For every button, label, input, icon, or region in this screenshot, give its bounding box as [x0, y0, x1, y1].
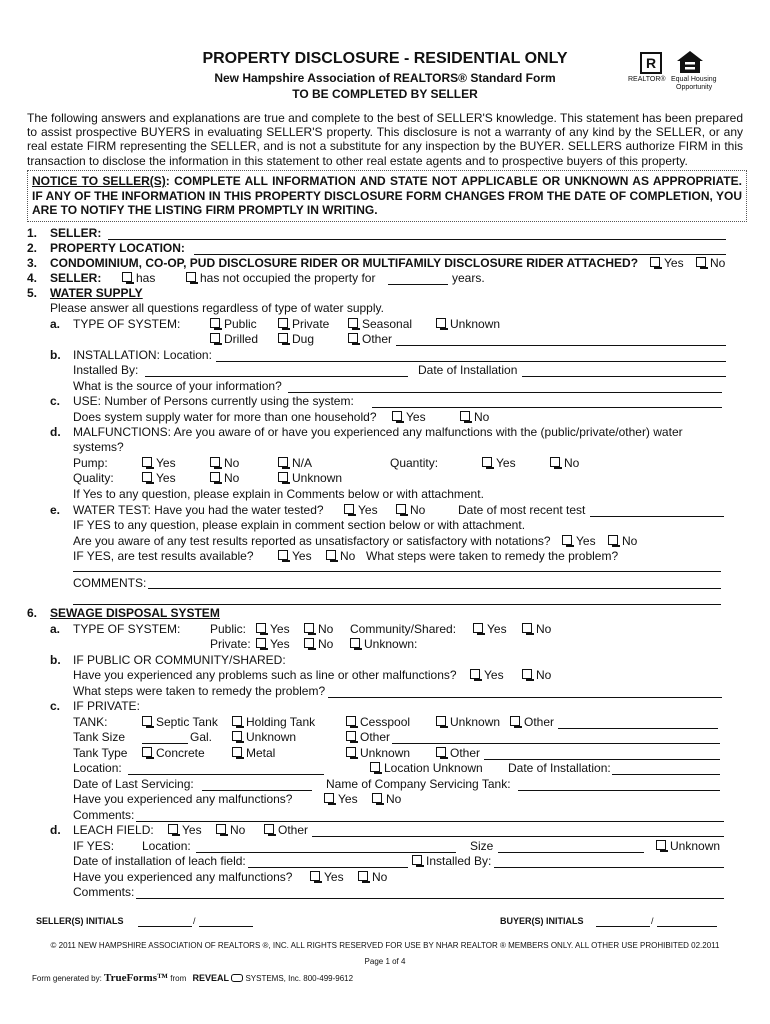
last-service-label: Date of Last Servicing:	[73, 777, 194, 791]
tank-install-date-label: Date of Installation:	[508, 761, 611, 775]
quantity-yes-checkbox[interactable]: Yes	[482, 456, 516, 470]
quality-no-checkbox[interactable]: No	[210, 471, 239, 485]
if-yes-comment-note: IF YES to any question, please explain in comment section below or with attachment.	[73, 518, 526, 532]
seller-label: SELLER:	[50, 226, 102, 240]
leach-comments-field[interactable]	[136, 898, 724, 899]
item-number: 6.	[27, 606, 38, 620]
if-private-label: IF PRIVATE:	[73, 699, 140, 713]
generated-by	[32, 972, 353, 984]
remedy-label: What steps were taken to remedy the problem?	[366, 549, 619, 563]
water-test-yes-checkbox[interactable]: Yes	[344, 503, 378, 517]
sewage-private-label: Private:	[210, 637, 251, 651]
tank-size-unknown-checkbox[interactable]: Unknown	[232, 730, 296, 744]
tank-malfunctions-label: Have you experienced any malfunctions?	[73, 792, 293, 806]
location-unknown-checkbox[interactable]: Location Unknown	[370, 761, 483, 775]
sub-letter: a.	[50, 317, 61, 331]
tank-comments-field[interactable]	[136, 821, 724, 822]
water-seasonal-checkbox[interactable]: Seasonal	[348, 317, 412, 331]
source-label: What is the source of your information?	[73, 379, 282, 393]
has-checkbox[interactable]: has	[122, 271, 155, 285]
notice-label: NOTICE TO SELLER(S)	[32, 174, 166, 188]
realtor-logo-icon	[640, 52, 662, 74]
notations-yes-checkbox[interactable]: Yes	[562, 534, 596, 548]
form-instruction: TO BE COMPLETED BY SELLER	[292, 87, 478, 101]
water-comments-field[interactable]	[148, 588, 721, 589]
pump-label: Pump:	[73, 456, 108, 470]
realtor-caption: REALTOR®	[628, 76, 666, 83]
item-number: 5.	[27, 286, 38, 300]
reveal-swirl-icon	[231, 974, 243, 982]
water-comments-field-2[interactable]	[73, 604, 721, 605]
leach-location-field[interactable]	[196, 852, 456, 853]
concrete-checkbox[interactable]: Concrete	[142, 746, 205, 760]
quality-yes-checkbox[interactable]: Yes	[142, 471, 176, 485]
sub-letter: c.	[50, 394, 61, 408]
sewage-unknown-checkbox[interactable]: Unknown:	[350, 637, 417, 651]
reveal-systems-text: SYSTEMS, Inc. 800-499-9612	[245, 974, 354, 983]
quality-unknown-checkbox[interactable]: Unknown	[278, 471, 342, 485]
tank-malfunctions-no-checkbox[interactable]: No	[372, 792, 401, 806]
water-other-field[interactable]	[396, 345, 726, 346]
item-number: 3.	[27, 256, 38, 270]
water-dug-checkbox[interactable]: Dug	[278, 332, 314, 346]
date-installation-label: Date of Installation	[418, 363, 518, 377]
property-location-label: PROPERTY LOCATION:	[50, 241, 185, 255]
leach-yes-checkbox[interactable]: Yes	[168, 823, 202, 837]
results-yes-checkbox[interactable]: Yes	[278, 549, 312, 563]
pump-no-checkbox[interactable]: No	[210, 456, 239, 470]
leach-date-label: Date of installation of leach field:	[73, 854, 246, 868]
rider-no-checkbox[interactable]: No	[696, 256, 725, 270]
sub-letter: d.	[50, 425, 61, 439]
rider-yes-checkbox[interactable]: Yes	[650, 256, 684, 270]
sewage-private-yes-checkbox[interactable]: Yes	[256, 637, 290, 651]
sub-letter: e.	[50, 503, 61, 517]
leach-unknown-checkbox[interactable]: Unknown	[656, 839, 720, 853]
copyright-notice: © 2011 NEW HAMPSHIRE ASSOCIATION OF REALTORS ®, INC. ALL RIGHTS RESERVED FOR USE BY NHAR REALTOR ® MEMBERS ONLY. ALL OTHER USE PROHIBITED 02.2011	[50, 941, 720, 950]
leach-installed-by-field[interactable]	[494, 867, 724, 868]
equal-housing-icon	[676, 50, 704, 74]
years-field[interactable]	[388, 284, 448, 285]
results-available-label: IF YES, are test results available?	[73, 549, 254, 563]
malfunctions-label: MALFUNCTIONS: Are you aware of or have you experienced any malfunctions with the (public/private/other) water	[73, 425, 683, 439]
if-yes-note: If Yes to any question, please explain in Comments below or with attachment.	[73, 487, 484, 501]
sewage-private-no-checkbox[interactable]: No	[304, 637, 333, 651]
tank-type-other-checkbox[interactable]: Other	[436, 746, 480, 760]
results-no-checkbox[interactable]: No	[326, 549, 355, 563]
sewage-remedy-label: What steps were taken to remedy the problem?	[73, 684, 326, 698]
quantity-no-checkbox[interactable]: No	[550, 456, 579, 470]
remedy-field[interactable]	[73, 571, 721, 572]
years-label: years.	[452, 271, 485, 285]
installed-by-field[interactable]	[145, 376, 408, 377]
notice-box	[27, 170, 747, 222]
water-supply-heading: WATER SUPPLY	[50, 286, 143, 300]
notice-text: : COMPLETE ALL INFORMATION AND STATE NOT APPLICABLE OR UNKNOWN AS APPROPRIATE. IF ANY OF THE INFORMATION IN THIS PROPERTY DISCLOSURE FORM CHANGES FROM THE DATE OF COMPLETION, YOU ARE TO NOTIFY THE LISTING FIRM PROMPTLY IN WRITING.	[32, 174, 742, 217]
seller-initials-field-1[interactable]	[138, 926, 192, 927]
buyer-initials-field-2[interactable]	[657, 926, 717, 927]
seller-field[interactable]	[108, 239, 726, 240]
sewage-heading: SEWAGE DISPOSAL SYSTEM	[50, 606, 220, 620]
gal-label: Gal.	[190, 730, 213, 744]
has-not-checkbox[interactable]: has not occupied the property for	[186, 271, 375, 285]
water-public-checkbox[interactable]: Public	[210, 317, 257, 331]
installed-by-label: Installed By:	[73, 363, 139, 377]
leach-location-label: Location:	[142, 839, 191, 853]
notations-no-checkbox[interactable]: No	[608, 534, 637, 548]
water-other-checkbox[interactable]: Other	[348, 332, 392, 346]
leach-malfunctions-yes-checkbox[interactable]: Yes	[310, 870, 344, 884]
notations-label: Are you aware of any test results reported as unsatisfactory or satisfactory with notations?	[73, 534, 551, 548]
water-test-label: WATER TEST: Have you had the water tested?	[73, 503, 324, 517]
initials-slash: /	[193, 916, 196, 926]
item-number: 4.	[27, 271, 38, 285]
sewage-type-label: TYPE OF SYSTEM:	[73, 622, 181, 636]
systems-label: systems?	[73, 440, 124, 454]
tank-size-field[interactable]	[142, 743, 188, 744]
tank-type-label: Tank Type	[73, 746, 128, 760]
eho-caption: Equal Housing	[671, 76, 717, 83]
quality-label: Quality:	[73, 471, 114, 485]
tank-size-label: Tank Size	[73, 730, 126, 744]
leach-other-field[interactable]	[312, 836, 724, 837]
leach-comments-label: Comments:	[73, 885, 135, 899]
tank-size-other-field[interactable]	[392, 743, 720, 744]
rider-attached-label: CONDOMINIUM, CO-OP, PUD DISCLOSURE RIDER OR MULTIFAMILY DISCLOSURE RIDER ATTACHED?	[50, 256, 639, 270]
from-label: from	[170, 974, 187, 983]
initials-slash: /	[651, 916, 654, 926]
tank-location-field[interactable]	[128, 774, 324, 775]
trueforms-logo: TrueForms™	[104, 972, 168, 984]
eho-caption-2: Opportunity	[676, 84, 713, 91]
quantity-label: Quantity:	[390, 456, 439, 470]
sub-letter: c.	[50, 699, 61, 713]
sub-letter: a.	[50, 622, 61, 636]
water-private-checkbox[interactable]: Private	[278, 317, 329, 331]
leach-date-field[interactable]	[248, 867, 408, 868]
leach-malfunctions-no-checkbox[interactable]: No	[358, 870, 387, 884]
leach-no-checkbox[interactable]: No	[216, 823, 245, 837]
leach-installed-by-checkbox[interactable]: Installed By:	[412, 854, 491, 868]
community-label: Community/Shared:	[350, 622, 457, 636]
line-problems-no-checkbox[interactable]: No	[522, 668, 551, 682]
line-problems-yes-checkbox[interactable]: Yes	[470, 668, 504, 682]
sub-letter: b.	[50, 348, 61, 362]
community-yes-checkbox[interactable]: Yes	[473, 622, 507, 636]
intro-paragraph: The following answers and explanations are true and complete to the best of SELLER'S knowledge. This statement has been prepared to assist prospective BUYERS in evaluating SELLER'S property. This disclosure is not a warranty of any kind by the SELLER, or any real estate FIRM representing the SELLER, and is not a substitute for any inspection by the BUYER. SELLERS authorize FIRM in this transaction to disclose the information in this statement to other real estate agents and to prospective buyers of this property.	[27, 111, 743, 168]
leach-size-label: Size	[470, 839, 494, 853]
last-service-field[interactable]	[202, 790, 312, 791]
reveal-logo: REVEAL	[192, 973, 229, 983]
community-no-checkbox[interactable]: No	[522, 622, 551, 636]
source-field[interactable]	[288, 392, 722, 393]
holding-tank-checkbox[interactable]: Holding Tank	[232, 715, 315, 729]
tank-type-other-field[interactable]	[484, 759, 720, 760]
sub-letter: d.	[50, 823, 61, 837]
installation-location-field[interactable]	[216, 361, 726, 362]
tank-unknown-checkbox[interactable]: Unknown	[436, 715, 500, 729]
sewage-remedy-field[interactable]	[328, 697, 722, 698]
tank-size-other-checkbox[interactable]: Other	[346, 730, 390, 744]
form-title: PROPERTY DISCLOSURE - RESIDENTIAL ONLY	[202, 50, 568, 67]
water-instructions: Please answer all questions regardless of type of water supply.	[50, 301, 384, 315]
leach-malfunctions-label: Have you experienced any malfunctions?	[73, 870, 293, 884]
form-subtitle: New Hampshire Association of REALTORS® Standard Form	[214, 71, 556, 85]
tank-type-unknown-checkbox[interactable]: Unknown	[346, 746, 410, 760]
multi-household-no-checkbox[interactable]: No	[460, 410, 489, 424]
sub-letter: b.	[50, 653, 61, 667]
sewage-public-label: Public:	[210, 622, 247, 636]
tank-other-field[interactable]	[558, 728, 718, 729]
sewage-public-no-checkbox[interactable]: No	[304, 622, 333, 636]
tank-comments-label: Comments:	[73, 808, 135, 822]
cesspool-checkbox[interactable]: Cesspool	[346, 715, 410, 729]
water-type-label: TYPE OF SYSTEM:	[73, 317, 181, 331]
buyer-initials-label: BUYER(S) INITIALS	[500, 916, 584, 926]
water-test-no-checkbox[interactable]: No	[396, 503, 425, 517]
sewage-public-yes-checkbox[interactable]: Yes	[256, 622, 290, 636]
leach-size-field[interactable]	[498, 852, 644, 853]
tank-install-date-field[interactable]	[612, 774, 720, 775]
metal-checkbox[interactable]: Metal	[232, 746, 275, 760]
property-location-field[interactable]	[194, 254, 726, 255]
leach-other-checkbox[interactable]: Other	[264, 823, 308, 837]
multi-household-label: Does system supply water for more than one household?	[73, 410, 377, 424]
buyer-initials-field-1[interactable]	[596, 926, 650, 927]
service-company-label: Name of Company Servicing Tank:	[326, 777, 511, 791]
pump-na-checkbox[interactable]: N/A	[278, 456, 312, 470]
water-comments-label: COMMENTS:	[73, 576, 147, 590]
if-public-label: IF PUBLIC OR COMMUNITY/SHARED:	[73, 653, 286, 667]
tank-other-checkbox[interactable]: Other	[510, 715, 554, 729]
water-drilled-checkbox[interactable]: Drilled	[210, 332, 258, 346]
persons-field[interactable]	[372, 407, 722, 408]
seller-initials-label: SELLER(S) INITIALS	[36, 916, 124, 926]
pump-yes-checkbox[interactable]: Yes	[142, 456, 176, 470]
item-number: 2.	[27, 241, 38, 255]
page-number: Page 1 of 4	[364, 957, 406, 966]
tank-location-label: Location:	[73, 761, 122, 775]
recent-test-label: Date of most recent test	[458, 503, 586, 517]
recent-test-field[interactable]	[590, 516, 724, 517]
multi-household-yes-checkbox[interactable]: Yes	[392, 410, 426, 424]
service-company-field[interactable]	[518, 790, 720, 791]
leach-field-label: LEACH FIELD:	[73, 823, 154, 837]
line-problems-label: Have you experienced any problems such as line or other malfunctions?	[73, 668, 457, 682]
tank-malfunctions-yes-checkbox[interactable]: Yes	[324, 792, 358, 806]
tank-label: TANK:	[73, 715, 108, 729]
septic-tank-checkbox[interactable]: Septic Tank	[142, 715, 218, 729]
item-number: 1.	[27, 226, 38, 240]
seller-occupied-label: SELLER:	[50, 271, 102, 285]
date-installation-field[interactable]	[522, 376, 726, 377]
generated-label: Form generated by:	[32, 974, 102, 983]
use-label: USE: Number of Persons currently using the system:	[73, 394, 354, 408]
seller-initials-field-2[interactable]	[199, 926, 253, 927]
installation-location-label: INSTALLATION: Location:	[73, 348, 212, 362]
if-yes-label: IF YES:	[73, 839, 115, 853]
water-unknown-checkbox[interactable]: Unknown	[436, 317, 500, 331]
